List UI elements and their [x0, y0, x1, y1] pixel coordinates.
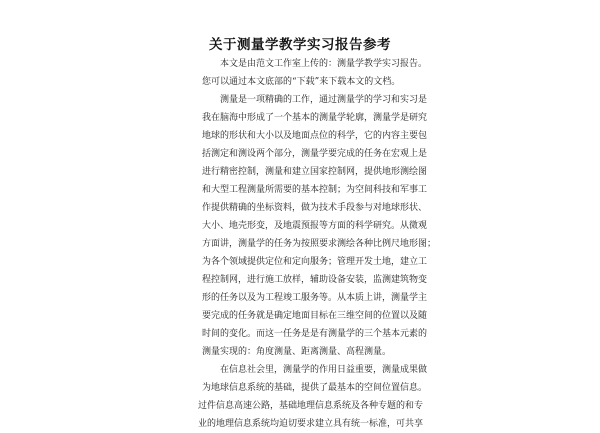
- paragraph-line: 在信息社会里，测量学的作用日益重要，测量成果做: [220, 365, 428, 375]
- document-body: [198, 55, 437, 433]
- paragraph-line: 为地球信息系统的基础，提供了最基本的空间位置信息。: [202, 383, 428, 393]
- paragraph-line: 测量是一项精确的工作，通过测量学的学习和实习是: [220, 95, 428, 105]
- paragraph-line: 括测定和测设两个部分，测量学要完成的任务在宏观上是: [202, 149, 428, 159]
- paragraph-line: 方面讲，测量学的任务为按照要求测绘各种比例尺地形图；: [202, 239, 437, 249]
- paragraph-line: 作提供精确的坐标资料，做为技术手段参与对地球形状、: [202, 203, 428, 213]
- paragraph-line: 业的地理信息系统均迫切要求建立具有统一标准，可共享: [198, 419, 424, 429]
- paragraph-line: 为各个领域提供定位和定向服务；管理开发土地，建立工: [202, 257, 428, 267]
- paragraph-line: 形的任务以及为工程竣工服务等。从本质上讲，测量学主: [202, 293, 428, 303]
- paragraph-line: 进行精密控制，测量和建立国家控制网，提供地形测绘图: [202, 167, 428, 177]
- document-title: 关于测量学教学实习报告参考: [209, 37, 391, 53]
- paragraph-line: 您可以通过本文底部的“下载”来下载本文的文档。: [202, 77, 401, 87]
- paragraph-line: 本文是由范文工作室上传的：测量学教学实习报告。: [220, 59, 428, 69]
- paragraph-line: 我在脑海中形成了一个基本的测量学轮廓，测量学是研究: [202, 113, 428, 123]
- paragraph-line: 地球的形状和大小以及地面点位的科学，它的内容主要包: [202, 131, 428, 141]
- paragraph-line: 程控制网，进行施工放样，辅助设备安装，监测建筑物变: [202, 275, 428, 285]
- paragraph-line: 时间的变化。而这一任务是是有测量学的三个基本元素的: [202, 329, 428, 339]
- paragraph-line: 过件信息高速公路，基础地理信息系统及各种专题的和专: [198, 401, 424, 411]
- paragraph-line: 测量实现的：角度测量、距离测量、高程测量。: [202, 347, 392, 357]
- paragraph-line: 大小、地壳形变，及地震预报等方面的科学研究。从微观: [202, 221, 428, 231]
- paragraph-line: 和大型工程测量所需要的基本控制；为空间科技和军事工: [202, 185, 428, 195]
- paragraph-line: 要完成的任务就是确定地面目标在三维空间的位置以及随: [202, 311, 428, 321]
